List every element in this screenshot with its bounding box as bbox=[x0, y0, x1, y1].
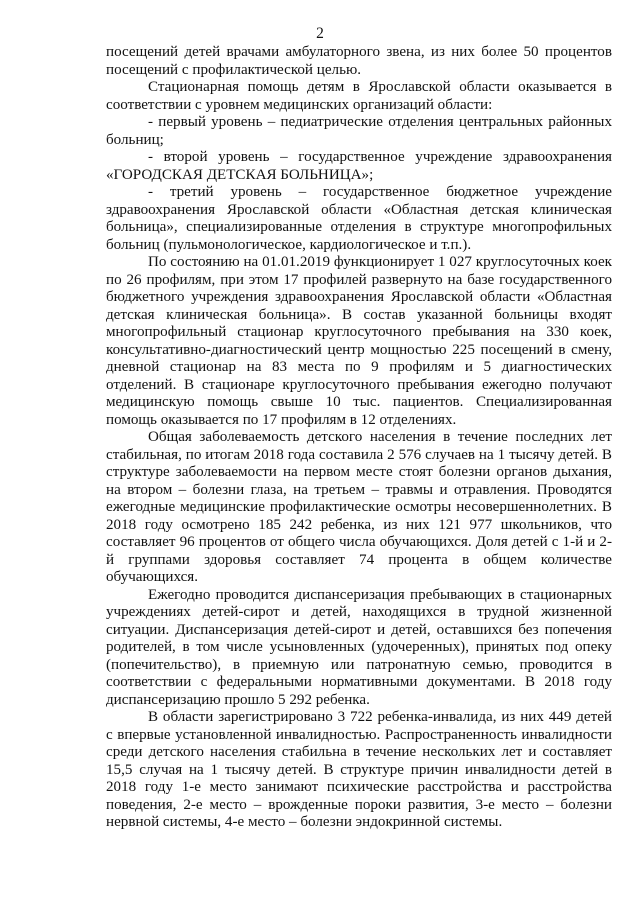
paragraph-morbidity: Общая заболеваемость детского населения в течение последних лет стабильная, по итогам 2018 года составила 2 576 случаев на 1 тысячу детей. В структуре заболеваемости на первом месте стоят болезни органов дыхания, на втором – болезни глаза, на третьем – травмы и отравления. Проводятся ежегодные медицинские профилактические осмотры несовершеннолетних. В 2018 году осмотрено 185 242 ребенка, из них 121 977 школьников, что составляет 96 процентов от общего числа обучающихся. Доля детей с 1-й и 2-й группами здоровья составляет 74 процента в общем количестве обучающихся. bbox=[106, 429, 612, 585]
list-item-level-3: - третий уровень – государственное бюджетное учреждение здравоохранения Ярославской области «Областная детская клиническая больница», специализированные отделения в структуре многопрофильных больниц (пульмонологическое, кардиологическое и т.п.). bbox=[106, 184, 612, 253]
paragraph-1: посещений детей врачами амбулаторного звена, из них более 50 процентов посещений с профилактической целью. bbox=[106, 44, 612, 78]
paragraph-dispensary: Ежегодно проводится диспансеризация пребывающих в стационарных учреждениях детей-сирот и детей, находящихся в трудной жизненной ситуации. Диспансеризация детей-сирот и детей, оставшихся без попечения родителей, в том числе усыновленных (удочеренных), принятых под опеку (попечительство), в приемную или патронатную семью, проводится в соответствии с федеральными нормативными документами. В 2018 году диспансеризацию прошло 5 292 ребенка. bbox=[106, 586, 612, 708]
page-number: 2 bbox=[316, 25, 324, 42]
document-body bbox=[106, 44, 612, 832]
paragraph-disability: В области зарегистрировано 3 722 ребенка-инвалида, из них 449 детей с впервые установленной инвалидностью. Распространенность инвалидности среди детского населения стабильна в течение нескольких лет и составляет 15,5 случая на 1 тысячу детей. В структуре причин инвалидности детей в 2018 году 1-е место занимают психические расстройства и расстройства поведения, 2-е место – врожденные пороки развития, 3-е место – болезни нервной системы, 4-е место – болезни эндокринной системы. bbox=[106, 709, 612, 830]
list-item-level-2: - второй уровень – государственное учреждение здравоохранения «ГОРОДСКАЯ ДЕТСКАЯ БОЛЬНИЦА»; bbox=[106, 149, 612, 183]
paragraph-beds: По состоянию на 01.01.2019 функционирует 1 027 круглосуточных коек по 26 профилям, при этом 17 профилей развернуто на базе государственного бюджетного учреждения здравоохранения Ярославской области «Областная детская клиническая больница». В состав указанной больницы входят многопрофильный стационар круглосуточного пребывания на 330 коек, консультативно-диагностический центр мощностью 225 посещений в смену, дневной стационар на 83 места по 9 профилям и 5 диагностических отделений. В стационаре круглосуточного пребывания ежегодно получают медицинскую помощь свыше 10 тыс. пациентов. Специализированная помощь оказывается по 17 профилям в 12 отделениях. bbox=[106, 254, 612, 428]
paragraph-2: Стационарная помощь детям в Ярославской области оказывается в соответствии с уровнем медицинских организаций области: bbox=[106, 79, 612, 113]
list-item-level-1: - первый уровень – педиатрические отделения центральных районных больниц; bbox=[106, 114, 612, 148]
